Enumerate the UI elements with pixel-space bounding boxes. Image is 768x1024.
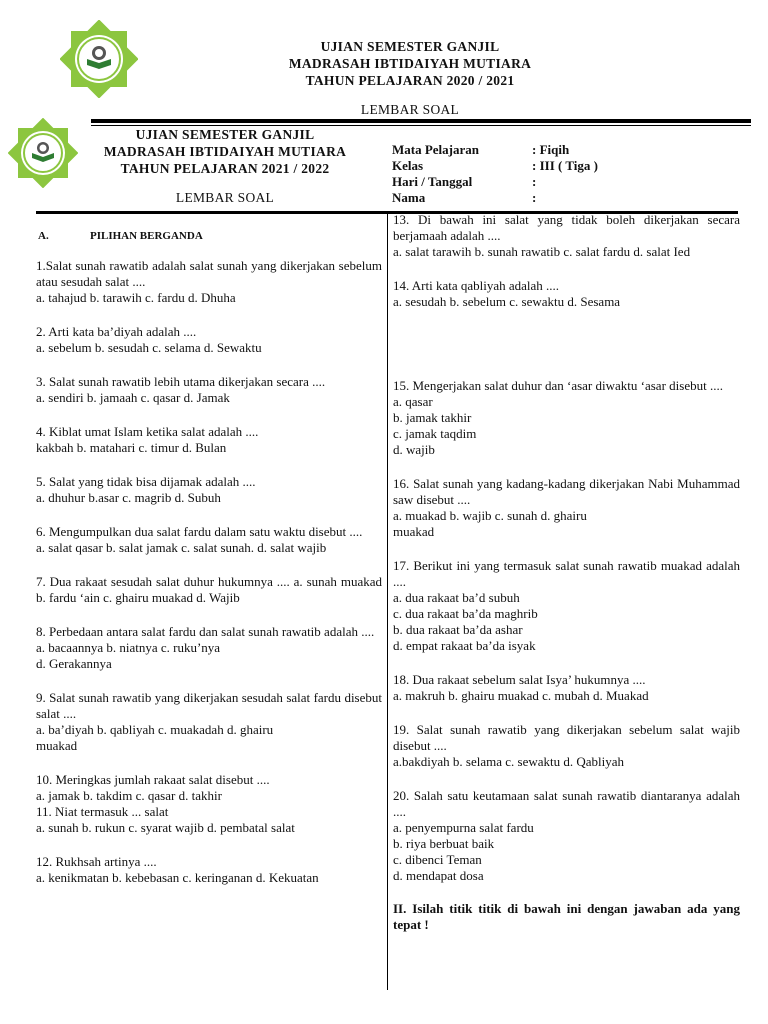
question-item	[36, 374, 382, 406]
inner-header-subtitle: LEMBAR SOAL	[175, 190, 275, 205]
answer-option: a. sesudah b. sebelum c. sewaktu d. Sesama	[393, 294, 621, 309]
question-item	[36, 574, 382, 606]
answer-option: a. sunah b. rukun c. syarat wajib d. pembatal salat	[36, 820, 295, 835]
answer-option: c. jamak taqdim	[393, 426, 477, 441]
info-row-name	[392, 190, 732, 206]
question-item	[393, 722, 740, 770]
answer-option: kakbah b. matahari c. timur d. Bulan	[36, 440, 227, 455]
answer-option: a. dhuhur b.asar c. magrib d. Subuh	[36, 490, 221, 505]
answer-option: d. mendapat dosa	[393, 868, 484, 883]
question-item	[393, 378, 740, 458]
question-item	[36, 524, 382, 556]
answer-option: 11. Niat termasuk ... salat	[36, 804, 169, 819]
info-value: :	[532, 190, 537, 205]
answer-option: b. dua rakaat ba’da ashar	[393, 622, 523, 637]
info-row-date	[392, 174, 732, 190]
question-item	[36, 690, 382, 754]
question-item	[36, 424, 382, 456]
question-item	[36, 854, 382, 886]
question-stem: 4. Kiblat umat Islam ketika salat adalah ....	[36, 424, 259, 439]
answer-option: muakad	[36, 738, 78, 753]
section-a-letter: A.	[38, 230, 49, 242]
section-a-heading	[36, 228, 382, 244]
inner-header-line1: UJIAN SEMESTER GANJIL	[135, 127, 315, 142]
info-value: :	[532, 174, 537, 189]
answer-option: muakad	[393, 524, 435, 539]
question-stem: 20. Salah satu keutamaan salat sunah rawatib diantaranya adalah ....	[393, 788, 740, 819]
info-row-class	[392, 158, 732, 174]
question-item	[36, 772, 382, 836]
question-item	[393, 476, 740, 540]
info-value: : III ( Tiga )	[532, 158, 598, 173]
answer-option: a. muakad b. wajib c. sunah d. ghairu	[393, 508, 587, 523]
answer-option: a. jamak b. takdim c. qasar d. takhir	[36, 788, 222, 803]
outer-header-line2: MADRASAH IBTIDAIYAH MUTIARA	[288, 56, 532, 71]
answer-option: a. salat tarawih b. sunah rawatib c. salat fardu d. salat Ied	[393, 244, 691, 259]
answer-option: d. wajib	[393, 442, 435, 457]
question-stem: 15. Mengerjakan salat duhur dan ‘asar diwaktu ‘asar disebut ....	[393, 378, 723, 393]
outer-header-subtitle: LEMBAR SOAL	[360, 102, 460, 117]
question-stem: 6. Mengumpulkan dua salat fardu dalam satu waktu disebut ....	[36, 524, 363, 539]
answer-option: b. riya berbuat baik	[393, 836, 495, 851]
answer-option: d. empat rakaat ba’da isyak	[393, 638, 536, 653]
answer-option: a. salat qasar b. salat jamak c. salat sunah. d. salat wajib	[36, 540, 327, 555]
info-value: : Fiqih	[532, 142, 570, 157]
answer-option: b. jamak takhir	[393, 410, 472, 425]
answer-option: a. ba’diyah b. qabliyah c. muakadah d. ghairu	[36, 722, 274, 737]
question-stem: 16. Salat sunah yang kadang-kadang dikerjakan Nabi Muhammad saw disebut ....	[393, 476, 740, 507]
answer-option: a.bakdiyah b. selama c. sewaktu d. Qabliyah	[393, 754, 625, 769]
top-rule-thick	[91, 119, 751, 123]
right-question-list	[393, 212, 740, 884]
question-item	[393, 278, 740, 310]
question-stem: 8. Perbedaan antara salat fardu dan salat sunah rawatib adalah ....	[36, 624, 375, 639]
info-table	[392, 142, 732, 206]
answer-option: a. qasar	[393, 394, 433, 409]
question-item	[393, 788, 740, 884]
inner-header-line2: MADRASAH IBTIDAIYAH MUTIARA	[103, 144, 347, 159]
question-item	[393, 212, 740, 260]
info-row-subject	[392, 142, 732, 158]
question-stem: 18. Dua rakaat sebelum salat Isya’ hukumnya ....	[393, 672, 646, 687]
question-item	[36, 324, 382, 356]
right-column	[393, 212, 740, 933]
info-label: Kelas	[392, 158, 424, 173]
outer-header-line1: UJIAN SEMESTER GANJIL	[320, 39, 500, 54]
section-a-title: PILIHAN BERGANDA	[90, 230, 203, 242]
left-question-list	[36, 258, 382, 886]
question-stem: 12. Rukhsah artinya ....	[36, 854, 157, 869]
inner-header-line3: TAHUN PELAJARAN 2021 / 2022	[120, 161, 330, 176]
outer-header	[240, 38, 580, 118]
answer-option: d. Gerakannya	[36, 656, 112, 671]
school-logo-outer	[60, 20, 138, 98]
inner-header	[80, 126, 370, 206]
question-stem: 19. Salat sunah rawatib yang dikerjakan sebelum salat wajib disebut ....	[393, 722, 740, 753]
question-stem: 10. Meringkas jumlah rakaat salat disebut ....	[36, 772, 270, 787]
answer-option: c. dibenci Teman	[393, 852, 482, 867]
question-item	[393, 672, 740, 704]
answer-option: c. dua rakaat ba’da maghrib	[393, 606, 538, 621]
info-label: Hari / Tanggal	[392, 174, 473, 189]
question-item	[36, 258, 382, 306]
answer-option: a. sebelum b. sesudah c. selama d. Sewaktu	[36, 340, 262, 355]
school-logo-inner	[8, 118, 78, 188]
answer-option: a. penyempurna salat fardu	[393, 820, 534, 835]
answer-option: a. tahajud b. tarawih c. fardu d. Dhuha	[36, 290, 236, 305]
info-label: Mata Pelajaran	[392, 142, 480, 157]
answer-option: a. bacaannya b. niatnya c. ruku’nya	[36, 640, 221, 655]
question-stem: 2. Arti kata ba’diyah adalah ....	[36, 324, 197, 339]
question-item	[36, 624, 382, 672]
question-item	[36, 474, 382, 506]
question-stem: 17. Berikut ini yang termasuk salat sunah rawatib muakad adalah ....	[393, 558, 740, 589]
question-stem: 5. Salat yang tidak bisa dijamak adalah ....	[36, 474, 256, 489]
question-stem: 13. Di bawah ini salat yang tidak boleh dikerjakan secara berjamaah adalah ....	[393, 212, 740, 243]
section-b-instruction: II. Isilah titik titik di bawah ini dengan jawaban ada yang tepat !	[393, 901, 740, 932]
question-stem: 1.Salat sunah rawatib adalah salat sunah yang dikerjakan sebelum atau sesudah salat ....	[36, 258, 382, 289]
answer-option: a. kenikmatan b. kebebasan c. keringanan d. Kekuatan	[36, 870, 319, 885]
question-stem: 9. Salat sunah rawatib yang dikerjakan sesudah salat fardu disebut salat ....	[36, 690, 382, 721]
answer-option: a. makruh b. ghairu muakad c. mubah d. Muakad	[393, 688, 649, 703]
answer-option: a. sendiri b. jamaah c. qasar d. Jamak	[36, 390, 230, 405]
question-stem: 7. Dua rakaat sesudah salat duhur hukumnya .... a. sunah muakad b. fardu ‘ain c. ghairu muakad d. Wajib	[36, 574, 382, 605]
question-stem: 3. Salat sunah rawatib lebih utama dikerjakan secara ....	[36, 374, 326, 389]
column-divider	[387, 214, 388, 990]
outer-header-line3: TAHUN PELAJARAN 2020 / 2021	[305, 73, 515, 88]
answer-option: a. dua rakaat ba’d subuh	[393, 590, 520, 605]
left-column	[36, 228, 382, 886]
question-stem: 14. Arti kata qabliyah adalah ....	[393, 278, 560, 293]
info-label: Nama	[392, 190, 426, 205]
question-item	[393, 558, 740, 654]
